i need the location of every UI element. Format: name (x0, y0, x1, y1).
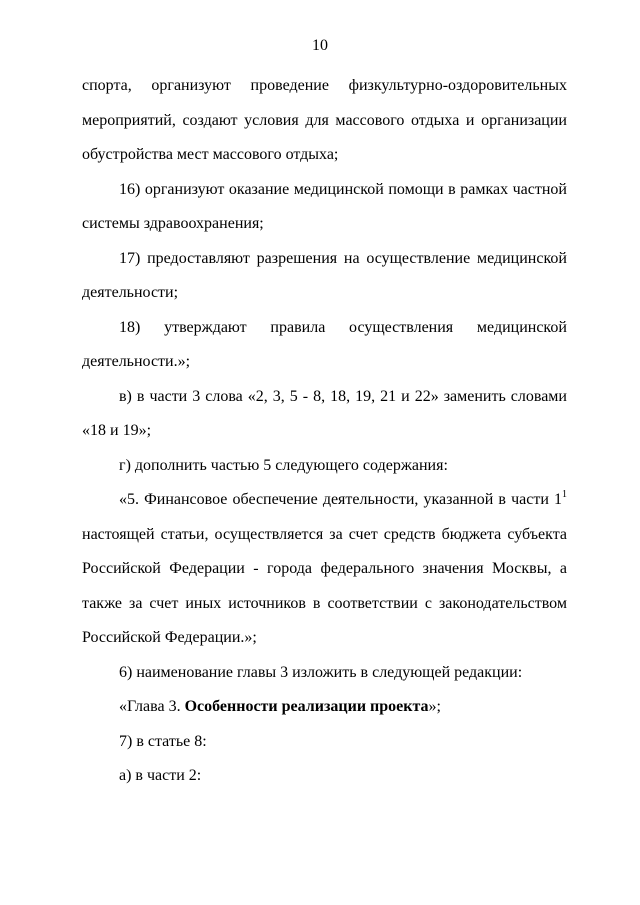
item-18-first-line (82, 311, 567, 346)
word: утверждают (164, 318, 247, 336)
part-5-paragraph (82, 483, 567, 656)
chapter-3-title-paragraph (82, 690, 567, 725)
item-6-paragraph: 6) наименование главы 3 изложить в следующей редакции: (119, 663, 523, 681)
word: 18) (119, 318, 141, 336)
word: спорта, (82, 77, 132, 94)
word: физкультурно-оздоровительных (348, 77, 567, 94)
item-a-paragraph: а) в части 2: (119, 767, 202, 784)
word: медицинской (476, 318, 567, 336)
item-7-paragraph: 7) в статье 8: (119, 732, 207, 750)
word: проведение (250, 77, 329, 94)
word: осуществления (349, 318, 454, 336)
word: правила (270, 318, 326, 336)
amendment-g-paragraph: г) дополнить частью 5 следующего содержания: (119, 456, 448, 474)
superscript-number: 1 (562, 489, 567, 500)
item-17-paragraph: 17) предоставляют разрешения на осуществление медицинской деятельности; (82, 249, 567, 301)
amendment-v-paragraph: в) в части 3 слова «2, 3, 5 - 8, 18, 19, 21 и 22» заменить словами «18 и 19»; (82, 387, 567, 439)
paragraph-1-continuation: мероприятий, создают условия для массового отдыха и организации обустройства мест массового отдыха; (82, 111, 567, 163)
word: организуют (151, 77, 231, 94)
chapter-title-bold: Особенности реализации проекта (184, 698, 429, 715)
paragraph-1-first-line (82, 69, 567, 104)
part-5-text-end: настоящей статьи, осуществляется за счет средств бюджета субъекта Российской Федерации - города федерального значения Москвы, а также за счет иных источников в соответствии с законодательством Российской Федерации.»; (82, 525, 567, 646)
part-5-text-start: «5. Финансовое обеспечение деятельности, указанной в части 1 (119, 491, 562, 508)
item-16-paragraph: 16) организуют оказание медицинской помощи в рамках частной системы здравоохранения; (82, 180, 567, 232)
document-body (82, 69, 567, 794)
item-18-second-line: деятельности.»; (82, 353, 191, 370)
chapter-suffix: »; (428, 698, 441, 715)
chapter-prefix: «Глава 3. (119, 698, 185, 715)
page-number: 10 (312, 37, 328, 54)
